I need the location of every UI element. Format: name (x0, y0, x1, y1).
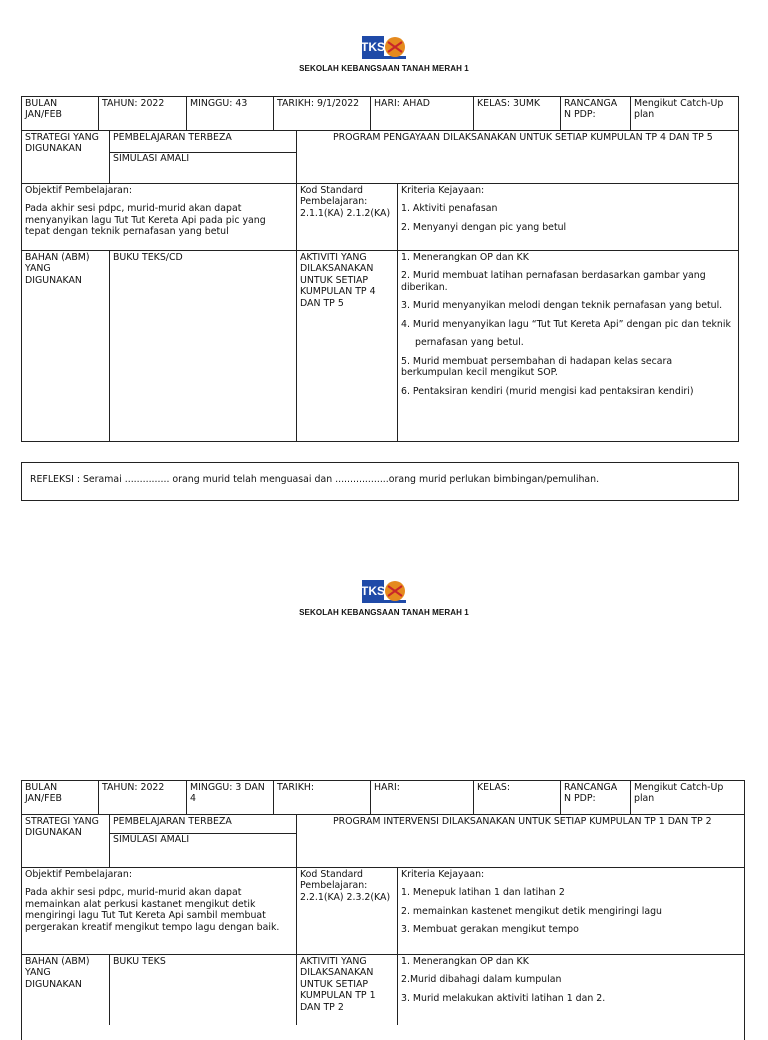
aktiviti-item: pernafasan yang betul. (415, 337, 524, 349)
strategi-item-2: SIMULASI AMALI (109, 833, 296, 867)
program-cell: PROGRAM PENGAYAAN DILAKSANAKAN UNTUK SETIAP KUMPULAN TP 4 DAN TP 5 (296, 131, 738, 183)
strategi-item-1: PEMBELAJARAN TERBEZA (109, 131, 296, 152)
kriteria-item: 1. Menepuk latihan 1 dan latihan 2 (401, 887, 565, 899)
objektif-title: Objektif Pembelajaran: (25, 185, 133, 196)
kriteria-item: 3. Membuat gerakan mengikut tempo (401, 924, 579, 936)
aktiviti-item: 2.Murid dibahagi dalam kumpulan (401, 974, 562, 986)
objektif-cell (22, 184, 296, 250)
kriteria-item: 2. Menyanyi dengan pic yang betul (401, 221, 567, 233)
strategi-label: STRATEGI YANG DIGUNAKAN (25, 816, 99, 839)
kriteria-item: 2. memainkan kastenet mengikut detik mengiringi lagu (401, 905, 663, 917)
aktiviti-list (397, 955, 744, 1025)
strategi-item-1: PEMBELAJARAN TERBEZA (109, 815, 296, 833)
program-cell: PROGRAM INTERVENSI DILAKSANAKAN UNTUK SETIAP KUMPULAN TP 1 DAN TP 2 (296, 815, 744, 867)
tahun-cell: TAHUN: 2022 (98, 97, 186, 130)
objektif-cell (22, 868, 296, 954)
objektif-text: Pada akhir sesi pdpc, murid-murid akan dapat menyanyikan lagu Tut Tut Kereta Api pada pic yang tepat dengan teknik pernafasan yang betul (25, 203, 266, 238)
bahan-value: BUKU TEKS/CD (109, 251, 296, 441)
rancangan-cell: RANCANGA N PDP: (560, 781, 630, 814)
aktiviti-item: 1. Menerangkan OP dan KK (401, 956, 529, 967)
bahan-label: BAHAN (ABM) YANG DIGUNAKAN (25, 252, 90, 286)
strategi-label: STRATEGI YANG DIGUNAKAN (25, 132, 99, 155)
school-header-2 (0, 578, 768, 618)
kelas-cell: KELAS: 3UMK (473, 97, 560, 130)
aktiviti-item: 1. Menerangkan OP dan KK (401, 252, 529, 263)
refleksi-box (21, 462, 739, 501)
rancangan-cell: RANCANGA N PDP: (560, 97, 630, 130)
tahun-cell: TAHUN: 2022 (98, 781, 186, 814)
hari-cell: HARI: (370, 781, 473, 814)
kelas-cell: KELAS: (473, 781, 560, 814)
school-header-1 (0, 34, 768, 74)
bahan-value: BUKU TEKS (109, 955, 296, 1025)
aktiviti-item: 6. Pentaksiran kendiri (murid mengisi kad pentaksiran kendiri) (401, 385, 694, 397)
aktiviti-label: AKTIVITI YANG DILAKSANAKAN UNTUK SETIAP KUMPULAN TP 4 DAN TP 5 (296, 251, 397, 441)
svg-text:TKS: TKS (361, 40, 385, 54)
objektif-title: Objektif Pembelajaran: (25, 869, 133, 880)
hari-cell: HARI: AHAD (370, 97, 473, 130)
lesson-plan-table-2 (21, 780, 745, 1040)
school-logo-icon (360, 578, 408, 604)
tarikh-cell: TARIKH: (273, 781, 370, 814)
refleksi-text: REFLEKSI : Seramai ............... orang murid telah menguasai dan ..................orang murid perlukan bimbingan/pemulihan. (30, 474, 600, 485)
kod-standard-cell: Kod Standard Pembelajaran: 2.2.1(KA) 2.3.2(KA) (296, 868, 397, 954)
kriteria-title: Kriteria Kejayaan: (401, 185, 485, 196)
school-name: SEKOLAH KEBANGSAAN TANAH MERAH 1 (299, 64, 469, 74)
rancangan-value-cell: Mengikut Catch-Up plan (630, 97, 738, 130)
aktiviti-item: 4. Murid menyanyikan lagu “Tut Tut Kereta Api” dengan pic dan teknik (401, 318, 731, 330)
school-name: SEKOLAH KEBANGSAAN TANAH MERAH 1 (299, 608, 469, 618)
objektif-text: Pada akhir sesi pdpc, murid-murid akan dapat memainkan alat perkusi kastanet mengikut detik mengiringi lagu Tut Tut Kereta Api sambil membuat pergerakan kreatif mengikut tempo lagu dengan baik. (25, 887, 280, 933)
svg-text:TKS: TKS (361, 584, 385, 598)
aktiviti-item: 3. Murid menyanyikan melodi dengan teknik pernafasan yang betul. (401, 300, 723, 312)
aktiviti-label: AKTIVITI YANG DILAKSANAKAN UNTUK SETIAP KUMPULAN TP 1 DAN TP 2 (296, 955, 397, 1025)
aktiviti-item: 5. Murid membuat persembahan di hadapan kelas secara berkumpulan kecil mengikut SOP. (401, 355, 673, 379)
aktiviti-list (397, 251, 738, 441)
minggu-cell: MINGGU: 43 (186, 97, 273, 130)
bulan-cell: BULAN JAN/FEB (25, 782, 62, 805)
kriteria-title: Kriteria Kejayaan: (401, 869, 485, 880)
aktiviti-item: 2. Murid membuat latihan pernafasan berdasarkan gambar yang diberikan. (401, 270, 706, 293)
lesson-plan-table-1 (21, 96, 739, 442)
strategi-item-2: SIMULASI AMALI (109, 152, 296, 183)
kriteria-cell (397, 184, 738, 250)
kriteria-cell (397, 868, 744, 954)
kriteria-item: 1. Aktiviti penafasan (401, 203, 498, 215)
minggu-cell: MINGGU: 3 DAN 4 (186, 781, 273, 814)
aktiviti-item: 3. Murid melakukan aktiviti latihan 1 dan 2. (401, 992, 606, 1004)
tarikh-cell: TARIKH: 9/1/2022 (273, 97, 370, 130)
bahan-label: BAHAN (ABM) YANG DIGUNAKAN (25, 956, 90, 990)
school-logo-icon (360, 34, 408, 60)
rancangan-value-cell: Mengikut Catch-Up plan (630, 781, 744, 814)
bulan-cell: BULAN JAN/FEB (25, 98, 62, 121)
kod-standard-cell: Kod Standard Pembelajaran: 2.1.1(KA) 2.1.2(KA) (296, 184, 397, 250)
